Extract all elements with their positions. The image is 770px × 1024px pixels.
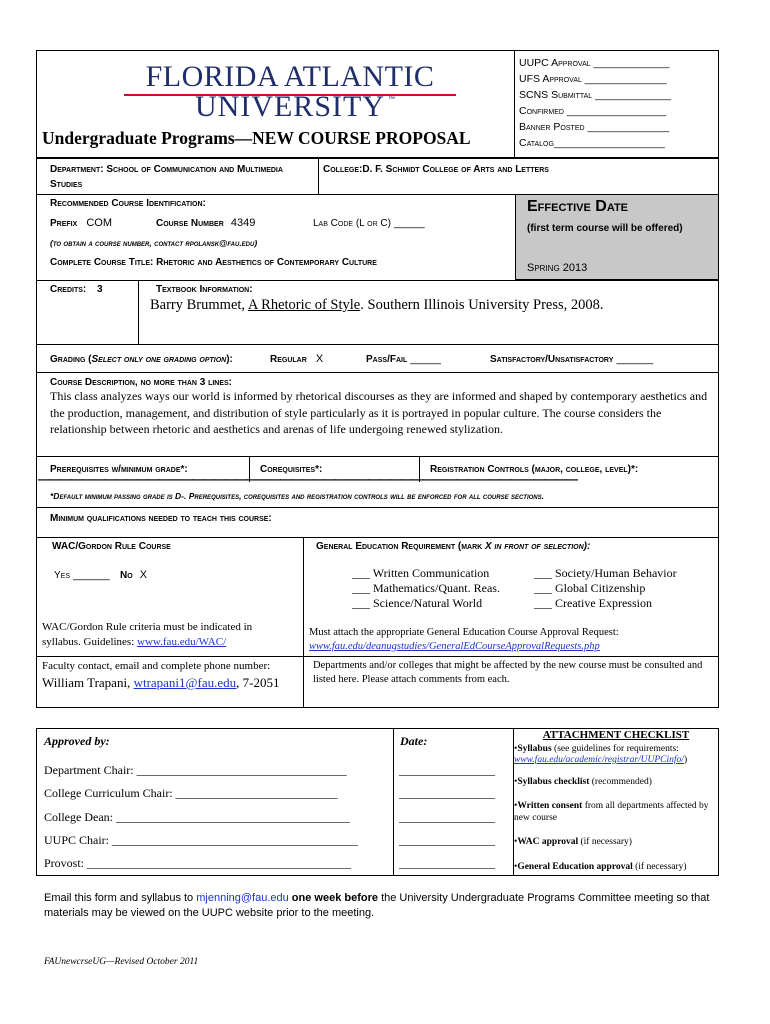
college-label: College: — [323, 164, 363, 175]
description-text[interactable]: This class analyzes ways our world is informed by rhetorical discourses as they are informed and shaped by contemporary aesthetics and the production, management, and distribution of style particularly as it is portrayed in popular culture. The course considers the relationship between rhetoric and aesthetics and arenas of life undergoing renewed stylization. — [50, 389, 708, 436]
approval-ufs: UFS Approval ______________ — [519, 73, 667, 85]
grading-passfail[interactable] — [366, 353, 441, 365]
row-line-prereq — [36, 456, 719, 457]
grading-regular[interactable] — [270, 353, 323, 365]
date-uupc-chair[interactable]: ________________ — [399, 832, 495, 847]
faculty-name: William Trapani, — [42, 675, 134, 690]
lab-code-value: _____ — [394, 217, 425, 229]
department-field[interactable] — [50, 162, 312, 192]
course-title-field[interactable] — [50, 257, 377, 268]
default-note: *Default minimum passing grade is D-. Prerequisites, corequisites and registration controls will be enforced for all course sections. — [50, 491, 544, 501]
course-title-value: Rhetoric and Aesthetics of Contemporary Culture — [156, 257, 377, 268]
row-line-grading — [36, 344, 719, 345]
email-note — [44, 891, 720, 921]
gened-global[interactable]: ___ Global Citizenship — [534, 581, 646, 595]
grading-satisfactory[interactable] — [490, 353, 653, 365]
effective-date-value[interactable]: Spring 2013 — [527, 262, 588, 274]
wac-yes-label: Yes — [54, 570, 71, 581]
form-title: Undergraduate Programs—NEW COURSE PROPOSAL — [42, 128, 471, 148]
gened-title-b: in front of selection): — [491, 541, 591, 552]
prefix-label: Prefix — [50, 218, 78, 229]
wac-yes[interactable] — [54, 569, 110, 581]
date-provost[interactable]: ________________ — [399, 856, 495, 871]
grading-regular-mark: X — [315, 353, 324, 365]
fau-logo — [120, 60, 460, 122]
email-note-a: Email this form and syllabus to — [44, 892, 197, 904]
row-line-faculty — [36, 656, 719, 657]
date-dept-chair[interactable]: ________________ — [399, 763, 495, 777]
checklist-syllabus-rest: (see guidelines for requirements: — [551, 743, 679, 754]
textbook-author: Barry Brummet, — [150, 297, 248, 313]
checklist-checklist-rest: (recommended) — [589, 776, 652, 787]
checklist-gened-rest: (if necessary) — [632, 861, 687, 872]
grading-passfail-label: Pass/Fail — [366, 354, 408, 365]
prefix-field[interactable] — [50, 217, 112, 229]
min-qual-label[interactable]: Minimum qualifications needed to teach this course: — [50, 513, 272, 524]
gened-link[interactable]: www.fau.edu/deanugstudies/GeneralEdCourseApprovalRequests.php — [309, 641, 600, 652]
gened-col2 — [534, 566, 677, 611]
approval-confirmed: Confirmed _________________ — [519, 105, 667, 117]
approval-scns: SCNS Submittal _____________ — [519, 89, 672, 101]
textbook-title: A Rhetoric of Style — [247, 297, 361, 313]
logo-line1: FLORIDA ATLANTIC — [145, 60, 435, 93]
gened-written[interactable]: ___ Written Communication — [352, 566, 490, 580]
wac-no-mark: X — [139, 569, 148, 581]
description-label: Course Description, no more than 3 lines: — [50, 377, 233, 388]
department-label: Department: — [50, 164, 104, 175]
lab-code-field[interactable] — [313, 217, 425, 229]
college-field[interactable] — [323, 162, 713, 177]
dash-line: ————————————————————————————————————————————————— — [38, 472, 577, 486]
departments-note[interactable]: Departments and/or colleges that might be affected by the new course must be consulted and listed here. Please attach comments from each. — [313, 660, 703, 685]
checklist-consent-bold: Written consent — [517, 801, 583, 811]
gened-title-x: X — [484, 541, 492, 552]
dates-list — [399, 759, 495, 875]
row-line-description — [36, 372, 719, 373]
faculty-email[interactable]: wtrapani1@fau.edu — [133, 675, 237, 690]
department-value: School of Communication and Multimedia Studies — [50, 164, 283, 190]
grading-regular-label: Regular — [270, 354, 307, 365]
approval-divider-1 — [393, 728, 394, 876]
grading-satisfactory-blank: ______ — [616, 353, 654, 365]
wac-no-label: No — [120, 570, 133, 581]
gened-title — [316, 541, 590, 552]
checklist-syllabus-checklist[interactable]: •Syllabus checklist (recommended) — [514, 776, 652, 787]
gened-title-a: General Education Requirement (mark — [316, 541, 485, 552]
coreq-label[interactable]: Corequisites*: — [260, 464, 323, 475]
credits-divider — [138, 280, 139, 344]
textbook-info[interactable] — [150, 297, 604, 314]
attachment-checklist — [514, 729, 718, 875]
checklist-consent-rest: from all departments affected by new course — [514, 801, 709, 823]
email-note-b: one week before — [288, 892, 379, 904]
approval-banner: Banner Posted ______________ — [519, 121, 670, 133]
footer-revision: FAUnewcrseUG—Revised October 2011 — [44, 957, 199, 967]
row-line-minqual — [36, 507, 719, 508]
faculty-label: Faculty contact, email and complete phone number: — [42, 660, 271, 672]
credits-field[interactable] — [50, 284, 103, 295]
checklist-syllabus[interactable]: •Syllabus (see guidelines for requirements: www.fau.edu/academic/registrar/UUPCinfo/) — [514, 743, 688, 765]
checklist-gened[interactable]: •General Education approval (if necessary) — [514, 861, 687, 872]
approved-by-label: Approved by: — [44, 734, 110, 748]
checklist-syllabus-bold: Syllabus — [517, 743, 552, 754]
regctrl-label[interactable]: Registration Controls (major, college, level)*: — [430, 464, 639, 475]
checklist-wac-rest: (if necessary) — [578, 837, 632, 847]
date-label: Date: — [400, 734, 428, 748]
gened-col1 — [352, 566, 500, 611]
checklist-consent[interactable]: •Written consent from all departments affected by new course — [514, 801, 709, 823]
course-number-value: 4349 — [230, 217, 256, 229]
credits-value: 3 — [97, 284, 103, 295]
prereq-label[interactable]: Prerequisites w/minimum grade*: — [50, 464, 188, 475]
wac-no[interactable] — [120, 569, 147, 581]
logo-tm: ™ — [388, 96, 395, 103]
effective-date-note: (first term course will be offered) — [527, 223, 683, 234]
grading-passfail-blank: _____ — [410, 353, 441, 365]
row-line-wac — [36, 537, 719, 538]
grading-label-a: Grading ( — [50, 354, 92, 365]
checklist-syllabus-end: ) — [683, 755, 688, 765]
wac-criteria — [42, 620, 292, 649]
textbook-rest: . Southern Illinois University Press, 2008. — [360, 297, 604, 313]
course-number-field[interactable] — [156, 217, 255, 229]
checklist-gened-bold: General Education approval — [517, 861, 633, 872]
approver-dean[interactable]: College Dean: _______________________________________ — [44, 809, 350, 824]
approval-catalog: Catalog___________________ — [519, 137, 665, 149]
credits-label: Credits: — [50, 284, 87, 295]
course-number-label: Course Number — [156, 218, 224, 229]
approver-uupc-chair[interactable]: UUPC Chair: _________________________________________ — [44, 832, 359, 847]
gened-math[interactable]: ___ Mathematics/Quant. Reas. — [352, 581, 500, 595]
gened-science[interactable]: ___ Science/Natural World — [352, 596, 483, 610]
faculty-contact[interactable] — [42, 675, 279, 691]
college-value: D. F. Schmidt College of Arts and Letters — [362, 164, 549, 175]
checklist-wac-bold: WAC approval — [517, 837, 579, 847]
approver-provost[interactable]: Provost: ____________________________________________ — [44, 856, 352, 871]
email-note-email[interactable]: mjenning@fau.edu — [196, 892, 289, 904]
dept-college-divider — [318, 158, 319, 194]
logo-line2: UNIVERSITY — [195, 90, 385, 123]
course-title-label: Complete Course Title: — [50, 257, 154, 268]
wac-yes-blank: ______ — [73, 569, 110, 581]
gened-society[interactable]: ___ Society/Human Behavior — [534, 566, 677, 580]
approver-dept-chair[interactable]: Department Chair: ___________________________________ — [44, 763, 347, 777]
wac-title: WAC/Gordon Rule Course — [52, 541, 171, 552]
grading-label-italic: Select only one grading option — [91, 354, 227, 365]
prefix-value: COM — [86, 217, 113, 229]
approver-curriculum-chair[interactable]: College Curriculum Chair: ___________________________ — [44, 786, 338, 801]
faculty-phone: , 7-2051 — [236, 675, 280, 690]
grading-label — [50, 354, 233, 365]
wac-criteria-text: WAC/Gordon Rule criteria must be indicated in syllabus. Guidelines: — [42, 621, 253, 648]
checklist-checklist-bold: Syllabus checklist — [517, 776, 590, 787]
wac-divider — [303, 537, 304, 708]
approvers-list — [44, 759, 358, 875]
header-divider — [514, 50, 515, 158]
textbook-label: Textbook Information: — [156, 284, 253, 295]
approval-uupc: UUPC Approval _____________ — [519, 57, 670, 69]
grading-label-end: ): — [226, 354, 233, 365]
gened-attach — [309, 626, 619, 654]
date-curriculum-chair[interactable]: ________________ — [399, 786, 495, 801]
checklist-title: ATTACHMENT CHECKLIST — [542, 729, 690, 741]
checklist-syllabus-link[interactable]: www.fau.edu/academic/registrar/UUPCinfo/ — [514, 755, 684, 765]
obtain-note: (to obtain a course number, contact rpolansk@fau.edu) — [50, 238, 258, 248]
gened-attach-text: Must attach the appropriate General Education Course Approval Request: — [309, 627, 619, 638]
grading-satisfactory-label: Satisfactory/Unsatisfactory — [490, 354, 614, 365]
email-note-c: the University Undergraduate Programs Committee meeting so that materials may be viewed on the UUPC website prior to the meeting. — [44, 892, 710, 919]
lab-code-label: Lab Code (L or C) — [313, 218, 391, 229]
wac-link[interactable]: www.fau.edu/WAC/ — [137, 635, 227, 648]
effective-date-title: Effective Date — [527, 198, 629, 215]
date-dean[interactable]: ________________ — [399, 809, 495, 824]
approval-list — [519, 55, 671, 151]
gened-creative[interactable]: ___ Creative Expression — [534, 596, 652, 610]
checklist-wac[interactable]: •WAC approval (if necessary) — [514, 837, 632, 847]
recommended-id-label: Recommended Course Identification: — [50, 198, 206, 209]
